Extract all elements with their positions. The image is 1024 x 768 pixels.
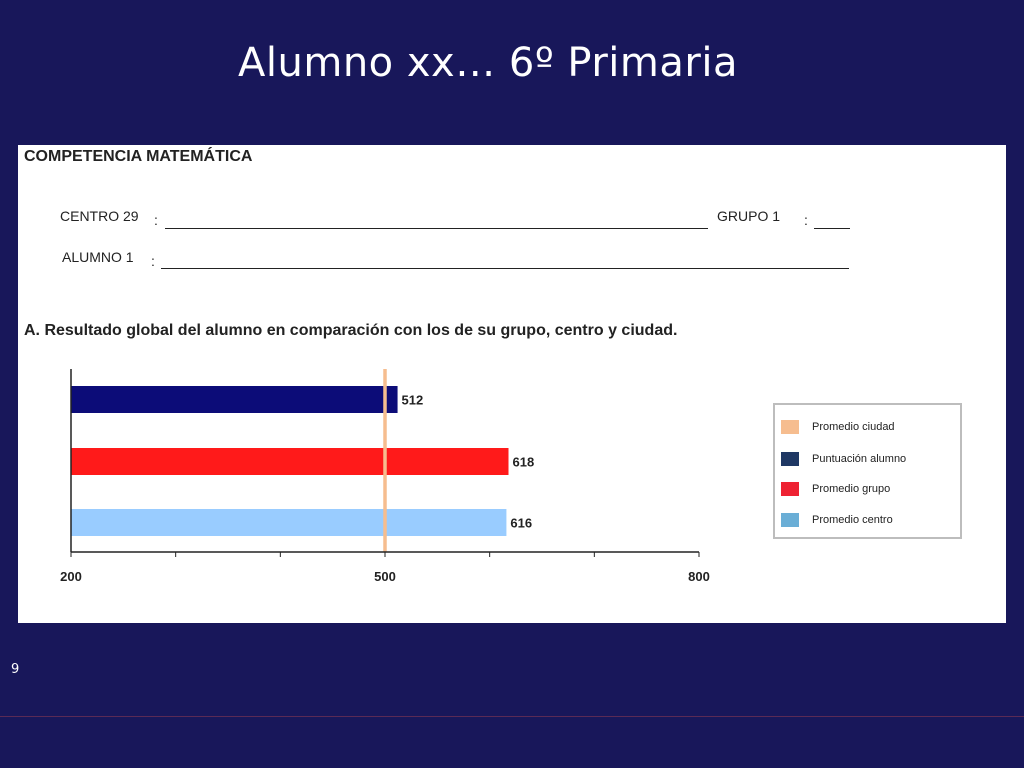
data-label-512: 512 — [401, 392, 424, 408]
x-tick-label-500: 500 — [374, 569, 396, 584]
report-panel — [18, 145, 1006, 623]
bar-616 — [71, 509, 506, 536]
legend-label-ciudad: Promedio ciudad — [812, 421, 895, 433]
legend-swatch-centro — [781, 513, 799, 527]
x-tick-label-800: 800 — [688, 569, 710, 584]
grupo-colon: : — [804, 212, 808, 228]
score-bar-chart — [18, 145, 1006, 623]
alumno-label: ALUMNO 1 — [62, 249, 134, 265]
data-label-616: 616 — [510, 515, 533, 531]
centro-label: CENTRO 29 — [60, 208, 139, 224]
page-number: 9 — [11, 662, 20, 677]
legend-item-ciudad — [781, 419, 895, 435]
legend-label-grupo: Promedio grupo — [812, 483, 891, 495]
data-label-618: 618 — [512, 454, 535, 470]
legend-label-centro: Promedio centro — [812, 514, 893, 526]
centro-colon: : — [154, 212, 158, 228]
legend-item-grupo — [781, 481, 890, 497]
chart-subheading: A. Resultado global del alumno en comparación con los de su grupo, centro y ciudad. — [24, 322, 678, 339]
section-title: COMPETENCIA MATEMÁTICA — [24, 148, 253, 165]
alumno-colon: : — [151, 253, 155, 269]
legend-swatch-grupo — [781, 482, 799, 496]
legend-label-alumno: Puntuación alumno — [812, 453, 907, 465]
legend-swatch-alumno — [781, 452, 799, 466]
bar-512 — [71, 386, 398, 413]
grupo-label: GRUPO 1 — [717, 208, 781, 224]
legend-item-alumno — [781, 451, 906, 467]
legend-swatch-ciudad — [781, 420, 799, 434]
bar-618 — [71, 448, 509, 475]
chart-legend — [773, 403, 962, 539]
slide-title: Alumno xx… 6º Primaria — [238, 40, 738, 86]
x-tick-label-200: 200 — [60, 569, 82, 584]
legend-item-centro — [781, 512, 893, 528]
bottom-divider — [0, 716, 1024, 717]
